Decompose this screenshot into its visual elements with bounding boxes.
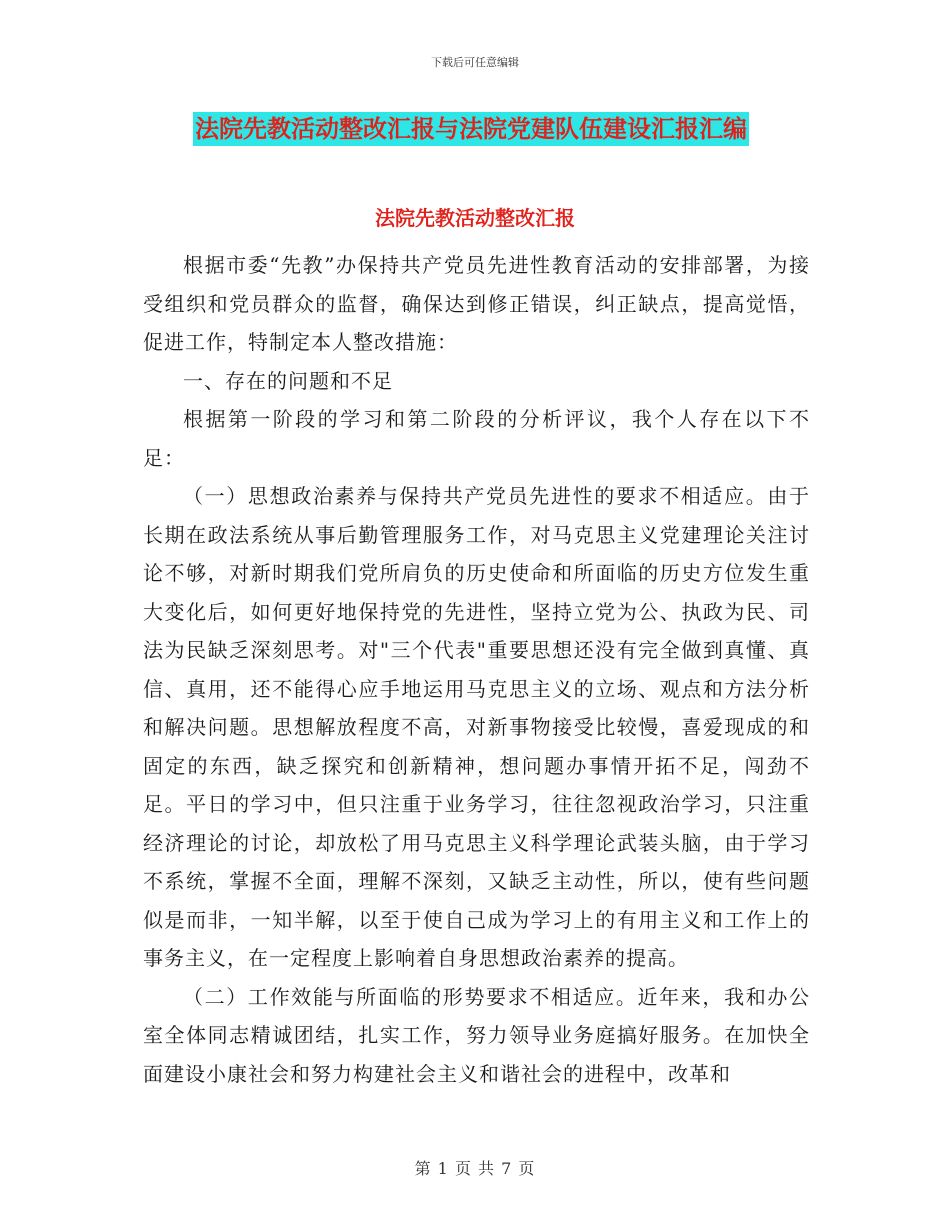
paragraph-intro: 根据市委“先教”办保持共产党员先进性教育活动的安排部署，为接受组织和党员群众的监督，确保达到修正错误，纠正缺点，提高觉悟，促进工作，特制定本人整改措施：: [143, 253, 810, 354]
document-body: [143, 246, 810, 1093]
document-sub-title: 法院先教活动整改汇报: [375, 206, 575, 230]
section-heading-problems: 一、存在的问题和不足: [183, 368, 393, 393]
paragraph-point-one: （一）思想政治素养与保持共产党员先进性的要求不相适应。由于长期在政法系统从事后勤管理服务工作，对马克思主义党建理论关注讨论不够，对新时期我们党所肩负的历史使命和所面临的历史方位发生重大变化后，如何更好地保持党的先进性，坚持立党为公、执政为民、司法为民缺乏深刻思考。对"三个代表"重要思想还没有完全做到真懂、真信、真用，还不能得心应手地运用马克思主义的立场、观点和方法分析和解决问题。思想解放程度不高，对新事物接受比较慢，喜爱现成的和固定的东西，缺乏探究和创新精神，想问题办事情开拓不足，闯劲不足。平日的学习中，但只注重于业务学习，往往忽视政治学习，只注重经济理论的讨论，却放松了用马克思主义科学理论武装头脑，由于学习不系统，掌握不全面，理解不深刻，又缺乏主动性，所以，使有些问题似是而非，一知半解，以至于使自己成为学习上的有用主义和工作上的事务主义，在一定程度上影响着自身思想政治素养的提高。: [143, 484, 810, 970]
paragraph-summary: 根据第一阶段的学习和第二阶段的分析评议，我个人存在以下不足：: [143, 407, 810, 470]
document-main-title: 法院先教活动整改汇报与法院党建队伍建设汇报汇编: [193, 112, 749, 146]
paragraph-point-two: （二）工作效能与所面临的形势要求不相适应。近年来，我和办公室全体同志精诚团结，扎实工作，努力领导业务庭搞好服务。在加快全面建设小康社会和努力构建社会主义和谐社会的进程中，改革和: [143, 984, 810, 1086]
page-number: 第 1 页 共 7 页: [414, 1159, 536, 1178]
header-note: 下载后可任意编辑: [431, 56, 519, 69]
